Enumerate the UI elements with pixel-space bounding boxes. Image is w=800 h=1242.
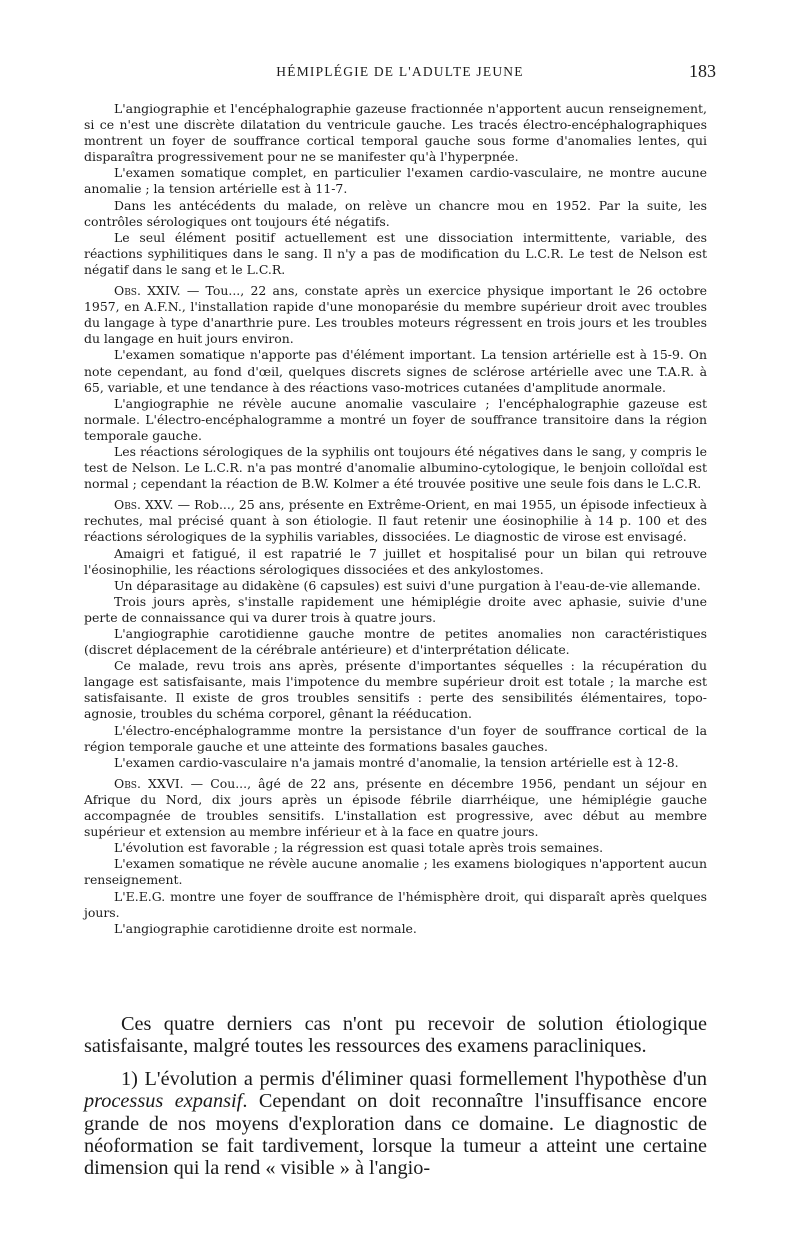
paragraph: L'angiographie et l'encéphalographie gazeuse fractionnée n'apportent aucun renseignement, si ce n'est une discrète dilatation du ventricule gauche. Les tracés électro-encéphalographiques montrent un foyer de souffrance cortical temporal gauche sous forme d'anomalies lentes, qui disparaîtra progressivement pour ne se manifester qu'à l'hyperpnée. — [84, 101, 707, 165]
paragraph: L'angiographie carotidienne droite est normale. — [114, 920, 417, 936]
paragraph: Un déparasitage au didakène (6 capsules) est suivi d'une purgation à l'eau-de-vie allemande. — [114, 577, 701, 593]
observation-xxv — [84, 497, 707, 545]
paragraph: L'électro-encéphalogramme montre la persistance d'un foyer de souffrance cortical de la région temporale gauche et une atteinte des formations basales gauches. — [84, 722, 707, 754]
paragraph: L'examen somatique complet, en particulier l'examen cardio-vasculaire, ne montre aucune anomalie ; la tension artérielle est à 11-7. — [84, 165, 707, 197]
paragraph: Ces quatre derniers cas n'ont pu recevoir de solution étiologique satisfaisante, malgré toutes les ressources des examens paracliniques. — [84, 1013, 707, 1058]
observation-label: Obs. XXV. — [114, 497, 174, 513]
paragraph: Amaigri et fatigué, il est rapatrié le 7 juillet et hospitalisé pour un bilan qui retrouve l'éosinophilie, les réactions sérologiques dissociées et des ankylostomes. — [84, 545, 707, 577]
observation-xxiv — [84, 283, 707, 347]
paragraph: Dans les antécédents du malade, on relève un chancre mou en 1952. Par la suite, les contrôles sérologiques ont toujours été négatifs. — [84, 197, 707, 229]
case-reports-section — [84, 101, 707, 937]
paragraph: L'examen somatique ne révèle aucune anomalie ; les examens biologiques n'apportent aucun renseignement. — [84, 856, 707, 888]
page-header — [84, 61, 716, 86]
paragraph: Les réactions sérologiques de la syphilis ont toujours été négatives dans le sang, y compris le test de Nelson. Le L.C.R. n'a pas montré d'anomalie albumino-cytologique, le benjoin colloïdal est normal ; cependant la réaction de B.W. Kolmer a été trouvée positive une seule fois dans le L.C.R. — [84, 443, 707, 492]
paragraph: Le seul élément positif actuellement est une dissociation intermittente, variable, des réactions syphilitiques dans le sang. Il n'y a pas de modification du L.C.R. Le test de Nelson est négatif dans le sang et le L.C.R. — [84, 229, 707, 277]
paragraph: L'évolution est favorable ; la régression est quasi totale après trois semaines. — [114, 840, 604, 856]
paragraph: L'examen somatique n'apporte pas d'élément important. La tension artérielle est à 15-9. On note cependant, au fond d'œil, quelques discrets signes de sclérose artérielle avec une T.A.R. à 65, variable, et une tendance à des réactions vaso-motrices cutanées d'amplitude anormale. — [84, 347, 707, 395]
text-run: . Cependant on doit reconnaître l'insuffisance encore grande de nos moyens d'exploration dans ce domaine. Le diagnostic de néoformation se fait tardivement, lorsque la tumeur a atteint une certaine dimension qui la rend « visible » à l'angio- — [84, 1090, 707, 1180]
paragraph: L'angiographie carotidienne gauche montre de petites anomalies non caractéristiques (discret déplacement de la cérébrale antérieure) et d'interprétation délicate. — [84, 626, 707, 658]
emphasis: processus expansif — [84, 1090, 243, 1113]
observation-text: — Rob..., 25 ans, présente en Extrême-Orient, en mai 1955, un épisode infectieux à rechutes, mal précisé quant à son étiologie. Il faut retenir une éosinophilie à 14 p. 100 et des réactions sérologiques de la syphilis variables, dissociées. Le diagnostic de virose est envisagé. — [84, 497, 707, 545]
text-run: 1) L'évolution a permis d'éliminer quasi formellement l'hypothèse d'un — [121, 1067, 707, 1090]
observation-text: — Tou..., 22 ans, constate après un exercice physique important le 26 octobre 1957, en A.F.N., l'installation rapide d'une monoparésie du membre supérieur droit avec troubles du langage à type d'anarthrie pure. Les troubles moteurs régressent en trois jours et les troubles du langage en huit jours environ. — [84, 283, 707, 347]
paragraph: L'examen cardio-vasculaire n'a jamais montré d'anomalie, la tension artérielle est à 12-8. — [114, 754, 679, 770]
observation-label: Obs. XXIV. — [114, 283, 181, 299]
observation-text: — Cou..., âgé de 22 ans, présente en décembre 1956, pendant un séjour en Afrique du Nord, dix jours après un épisode fébrile diarrhéique, une hémiplégie gauche accompagnée de troubles sensitifs. L'installation est progressive, avec début au membre supérieur et extension au membre inférieur et à la face en quatre jours. — [84, 775, 707, 840]
paragraph: L'E.E.G. montre une foyer de souffrance de l'hémisphère droit, qui disparaît après quelques jours. — [84, 888, 707, 920]
observation-label: Obs. XXVI. — [114, 775, 184, 791]
paragraph: L'angiographie ne révèle aucune anomalie vasculaire ; l'encéphalographie gazeuse est normale. L'électro-encéphalogramme a montré un foyer de souffrance transitoire dans la région temporale gauche. — [84, 395, 707, 443]
paragraph: Ce malade, revu trois ans après, présente d'importantes séquelles : la récupération du langage est satisfaisante, mais l'impotence du membre supérieur droit est totale ; la marche est satisfaisante. Il existe de gros troubles sensitifs : perte des sensibilités élémentaires, topo-agnosie, troubles du schéma corporel, gênant la rééducation. — [84, 658, 707, 722]
paragraph — [84, 1068, 707, 1180]
discussion-section — [84, 1013, 707, 1180]
running-title: HÉMIPLÉGIE DE L'ADULTE JEUNE — [276, 64, 524, 79]
observation-xxvi — [84, 776, 707, 840]
paragraph: Trois jours après, s'installe rapidement une hémiplégie droite avec aphasie, suivie d'une perte de connaissance qui va durer trois à quatre jours. — [84, 593, 707, 625]
page-number: 183 — [689, 61, 716, 81]
